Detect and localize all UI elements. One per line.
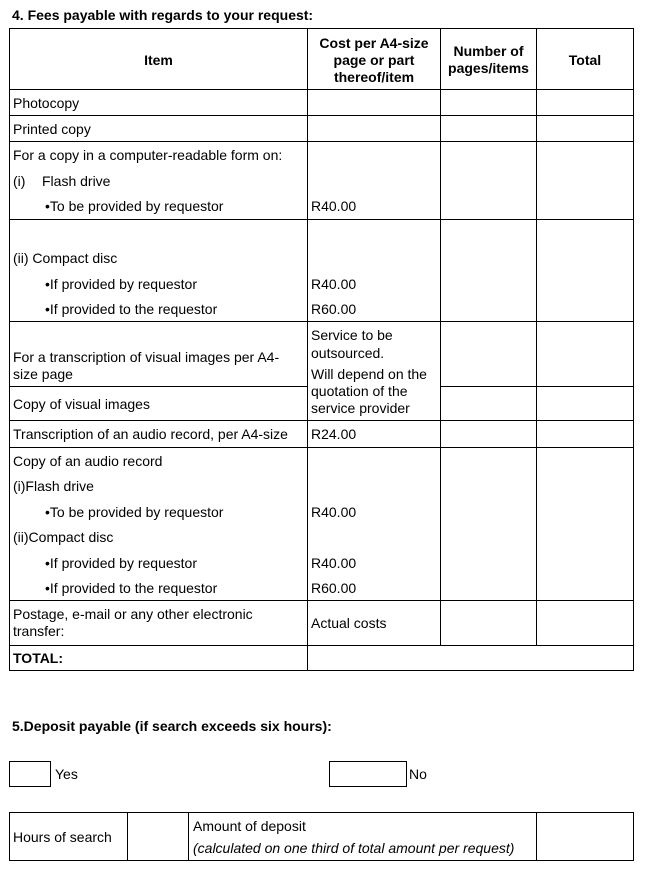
- row-cd-provided-by: •If provided by requestor: [45, 276, 197, 292]
- header-total: Total: [568, 52, 602, 68]
- row-audio-transcription: Transcription of an audio record, per A4-size: [13, 426, 288, 442]
- row-flash-requestor: •To be provided by requestor: [45, 198, 224, 214]
- header-item: Item: [144, 52, 173, 68]
- row-audio-cd-by: •If provided by requestor: [45, 555, 197, 571]
- row-compact-disc: (ii) Compact disc: [13, 250, 118, 266]
- cost-visual-line3: Will depend on the: [311, 366, 427, 382]
- header-cost-line3: thereof/item: [333, 69, 415, 85]
- no-checkbox[interactable]: [329, 761, 407, 787]
- row-audio-copy: Copy of an audio record: [13, 453, 163, 469]
- row-audio-flash: (i)Flash drive: [13, 478, 94, 494]
- header-number-line1: Number of: [453, 43, 524, 59]
- cost-visual-line4: quotation of the: [311, 383, 408, 399]
- row-flash-drive: Flash drive: [42, 173, 111, 189]
- hours-of-search-field[interactable]: [128, 813, 188, 860]
- row-visual-transcription-line2: size page: [13, 366, 73, 382]
- row-printed-copy: Printed copy: [13, 121, 91, 137]
- row-photocopy: Photocopy: [13, 95, 80, 111]
- cost-cd-provided-to: R60.00: [311, 301, 357, 317]
- row-flash-number: (i): [13, 173, 26, 189]
- section-4-title: 4. Fees payable with regards to your request:: [12, 7, 314, 23]
- cost-cd-provided-by: R40.00: [311, 276, 357, 292]
- no-label: No: [409, 766, 427, 782]
- cost-audio-flash-requestor: R40.00: [311, 504, 357, 520]
- cost-flash-requestor: R40.00: [311, 198, 357, 214]
- cost-visual-line5: service provider: [311, 400, 410, 416]
- yes-checkbox[interactable]: [9, 761, 51, 787]
- row-total: TOTAL:: [13, 650, 64, 666]
- row-audio-flash-requestor: •To be provided by requestor: [45, 504, 224, 520]
- cost-audio-cd-by: R40.00: [311, 555, 357, 571]
- row-visual-transcription-line1: For a transcription of visual images per A4-: [13, 349, 280, 365]
- amount-of-deposit-note: (calculated on one third of total amount per request): [193, 840, 515, 856]
- cost-audio-cd-to: R60.00: [311, 580, 357, 596]
- row-audio-cd: (ii)Compact disc: [13, 529, 114, 545]
- row-visual-copy: Copy of visual images: [13, 396, 150, 412]
- header-number-line2: pages/items: [448, 60, 529, 76]
- yes-label: Yes: [55, 766, 78, 782]
- row-postage-line1: Postage, e-mail or any other electronic: [13, 606, 253, 622]
- amount-of-deposit-label: Amount of deposit: [193, 818, 306, 834]
- amount-of-deposit-field[interactable]: [537, 813, 633, 860]
- header-cost-line2: page or part: [333, 52, 415, 68]
- cost-visual-line2: outsourced.: [311, 345, 385, 361]
- row-postage-line2: transfer:: [13, 623, 65, 639]
- header-cost-line1: Cost per A4-size: [319, 35, 429, 51]
- cost-audio-transcription: R24.00: [311, 426, 357, 442]
- row-audio-cd-to: •If provided to the requestor: [45, 580, 218, 596]
- section-5-title: 5.Deposit payable (if search exceeds six hours):: [12, 718, 332, 734]
- row-cd-provided-to: •If provided to the requestor: [45, 301, 218, 317]
- cost-visual-line1: Service to be: [311, 327, 393, 343]
- cost-postage: Actual costs: [311, 615, 387, 631]
- row-computer-readable: For a copy in a computer-readable form on:: [13, 147, 283, 163]
- hours-of-search-label: Hours of search: [13, 829, 112, 845]
